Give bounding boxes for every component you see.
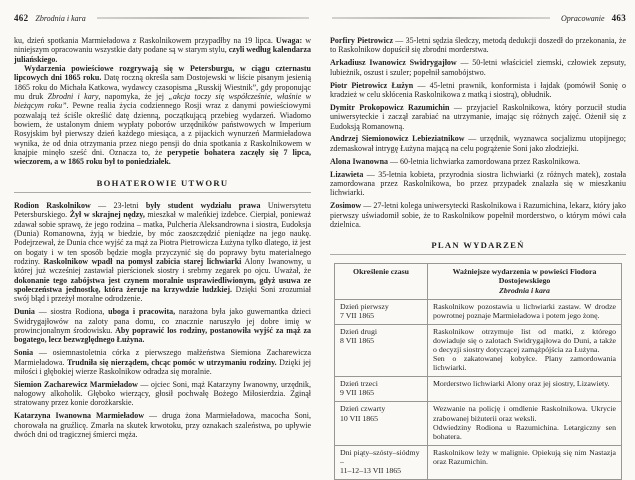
character-list-left	[14, 201, 311, 440]
header-rule-left	[97, 17, 309, 19]
column-header-events	[428, 264, 622, 299]
header-rule-right	[332, 17, 550, 19]
character-entry: Rodion Raskolnikow — 23-letni były student wydziału prawa Uniwersytetu Petersburskiego. Żył w skrajnej nędzy, mieszkał w maleńkiej izdebce. Cierpiał, ponieważ zdawał sobie sprawę, że jego rodzina – matka, Pulcheria Aleksandrowna i siostra, Eudoksja (Dunia) Romanowna, żyją w biedzie, by móc zaoszczędzić pieniądze na jego naukę. Podejrzewał, że Dunia chce wyjść za mąż za Piotra Pietrowicza Łużyna tylko dlatego, iż jest on bogaty i w ten sposób będzie mogła przyczynić się do poprawy bytu materialnego rodziny. Raskolnikow wpadł na pomysł zabicia starej lichwiarki Alony Iwanowny, u której już wcześniej zastawiał pierścionek siostry i srebrny zegarek po ojcu. Uważał, że dokonanie tego zabójstwa jest czynem moralnie usprawiedliwionym, gdyż usuwa ze społeczeństwa jednostkę, która żeruje na krzywdzie ludzkiej. Dzięki Soni zrozumiał swój błąd i przeżył moralne odrodzenie.	[14, 200, 311, 304]
running-head-right	[330, 13, 626, 23]
page-right	[320, 13, 635, 476]
section-rule	[14, 192, 311, 193]
page-number-right: 463	[611, 13, 626, 23]
table-row	[335, 445, 622, 479]
cell-events: Raskolnikow leży w malignie. Opiekują się nim Nastazja oraz Razumichin.	[428, 445, 622, 479]
character-entry: Alona Iwanowna — 60-letnia lichwiarka zamordowana przez Raskolnikowa.	[330, 156, 581, 166]
table-row	[335, 402, 622, 445]
paragraph-continuation: ku, dzień spotkania Marmieładowa z Raskolnikowem przypadłby na 19 lipca. Uwaga: w niniejszym opracowaniu wszystkie daty podane są w starym stylu, czyli według kalendarza juliańskiego.	[14, 36, 312, 64]
column-header-events-line2: Zbrodnia i kara	[499, 285, 550, 295]
running-head-left	[14, 13, 311, 23]
character-entry: Siemion Zacharewicz Marmieładow — ojciec Soni, mąż Katarzyny Iwanowny, urzędnik, nałogowy alkoholik. Głęboko wierzący, głosił pochwałę Bożego Miłosierdzia. Zginął stratowany przez konie dorożkarskie.	[14, 379, 311, 408]
table-row	[335, 299, 622, 324]
character-entry: Dunia — siostra Rodiona, uboga i pracowita, narażona była jako guwernantka dzieci Swidrygajłowów na zaloty pana domu, co znacznie naruszyło jej dobre imię w prowincjonalnym środowisku. Aby poprawić los rodziny, postanowiła wyjść za mąż za bogatego, lecz bezwzględnego Łużyna.	[14, 307, 312, 345]
cell-events: Wezwanie na policję i omdlenie Raskolnikowa. Ukrycie zrabowanej biżuterii oraz weksli. Odwiedziny Rodiona u Razumichina. Letargiczny sen bohatera.	[428, 402, 622, 445]
character-entry: Zosimow — 27-letni kolega uniwersytecki Raskolnikowa i Razumichina, lekarz, który jako pierwszy uświadomił sobie, że to Raskolnikow popełnił morderstwo, o którym mówi cała dzielnica.	[330, 201, 626, 229]
character-entry: Arkadiusz Iwanowicz Swidrygajłow — 50-letni właściciel ziemski, człowiek zepsuty, lubieżnik, oszust i szuler; popełnił samobójstwo.	[330, 58, 626, 77]
cell-events: Morderstwo lichwiarki Alony oraz jej siostry, Lizawiety.	[428, 377, 622, 402]
cell-time: Dni piąty–szósty–siódmy – 11–12–13 VII 1865	[335, 445, 428, 479]
character-list-right	[330, 36, 626, 229]
character-entry: Andrzej Siemionowicz Lebieziatnikow — urzędnik, wyznawca socjalizmu utopijnego; zdemaskował intrygę Łużyna mającą na celu pogrążenie Soni jako złodziejki.	[330, 134, 626, 153]
table-row	[335, 377, 622, 402]
running-title-left: Zbrodnia i kara	[35, 13, 86, 23]
intro-text	[14, 36, 311, 167]
cell-time: Dzień pierwszy 7 VII 1865	[335, 299, 428, 324]
column-header-events-line1: Ważniejsze wydarzenia w powieści Fiodora Dostojewskiego	[452, 267, 597, 286]
page-number-left: 462	[14, 13, 29, 23]
cell-time: Dzień drugi 8 VII 1865	[335, 324, 428, 376]
section-rule	[330, 254, 626, 255]
events-plan-table	[334, 263, 622, 480]
running-title-right: Opracowanie	[561, 13, 605, 23]
character-entry: Katarzyna Iwanowna Marmieładow — druga żona Marmieładowa, macocha Soni, chorowała na gruźlicę. Zmarła na skutek krwotoku, przy oznakach szaleństwa, po upływie dwóch dni od tragicznej śmierci męża.	[14, 411, 311, 440]
page-left	[0, 13, 320, 452]
section-heading-characters: BOHATEROWIE UTWORU	[96, 177, 229, 188]
cell-time: Dzień trzeci 9 VII 1865	[335, 377, 428, 402]
table-body	[335, 299, 622, 480]
table-header	[335, 264, 622, 299]
column-header-time: Określenie czasu	[335, 264, 428, 299]
cell-events: Raskolnikow otrzymuje list od matki, z którego dowiaduje się o zalotach Swidrygajłowa do Duni, a także o decyzji siostry dotyczącej zamążpójścia za Łużyna. Sen o zakatowanej kobyłce. Plany zamordowania lichwiarki.	[428, 324, 622, 376]
paragraph-events-setting: Wydarzenia powieściowe rozgrywają się w Petersburgu, w ciągu czternastu lipcowych dni 1865 roku. Datę roczną określa sam Dostojewski w liście pisanym jesienią 1865 roku do Michała Katkowa, wydawcy czasopisma „Russkij Wiestnik”, gdy proponując mu druk Zbrodni i kary, napomyka, że jej „akcja toczy się współcześnie, właśnie w bieżącym roku”. Pewne realia życia codziennego Rosji wraz z danymi powieściowymi pozwalają też ściśle określić datę dzienną, początkującą przebieg wydarzeń. Wiadomo bowiem, że ustalonym dniem wypłaty poborów urzędników państwowych w Imperium Rosyjskim był pierwszy dzień każdego miesiąca, a z pijackich wynurzeń Marmieładowa wynika, że od dnia otrzymania przez niego pensji do dnia spotkania z Raskolnikowem w knajpie minęło sześć dni. Oznacza to, że perypetie bohatera zaczęły się 7 lipca, wieczorem, a w 1865 roku był to poniedziałek.	[14, 64, 312, 167]
character-entry: Piotr Pietrowicz Łużyn — 45-letni prawnik, konformista i łajdak (pomówił Sonię o kradzież w celu skłócenia Raskolnikowa z matką i siostrą), obłudnik.	[330, 80, 627, 99]
character-entry: Dymitr Prokopowicz Razumichin — przyjaciel Raskolnikowa, który porzucił studia uniwersyteckie i zaczął zarabiać na utrzymanie, imając się różnych zajęć. Ożenił się z Eudoksją Romanowną.	[330, 102, 626, 131]
character-entry: Sonia — osiemnastoletnia córka z pierwszego małżeństwa Siemiona Zacharewicza Marmieładowa. Trudniła się nierządem, chcąc pomóc w utrzymaniu rodziny. Dzięki jej miłości i głębokiej wierze Raskolnikow odradza się moralnie.	[14, 348, 311, 376]
cell-time: Dzień czwarty 10 VII 1865	[335, 402, 428, 445]
character-entry: Lizawieta — 35-letnia kobieta, przyrodnia siostra lichwiarki (z różnych matek), została zamordowana przez Raskolnikowa, bo przez przypadek znalazła się w mieszkaniu lichwiarki.	[330, 169, 626, 198]
section-heading-plan: PLAN WYDARZEŃ	[431, 240, 525, 251]
cell-events: Raskolnikow pozostawia u lichwiarki zastaw. W drodze powrotnej poznaje Marmieładowa i potem jego żonę.	[428, 299, 622, 324]
character-entry: Porfiry Pietrowicz — 35-letni sędzia śledczy, metodą dedukcji doszedł do przekonania, że to Raskolnikow dopuścił się zbrodni morderstwa.	[330, 36, 626, 55]
table-row	[335, 324, 622, 376]
